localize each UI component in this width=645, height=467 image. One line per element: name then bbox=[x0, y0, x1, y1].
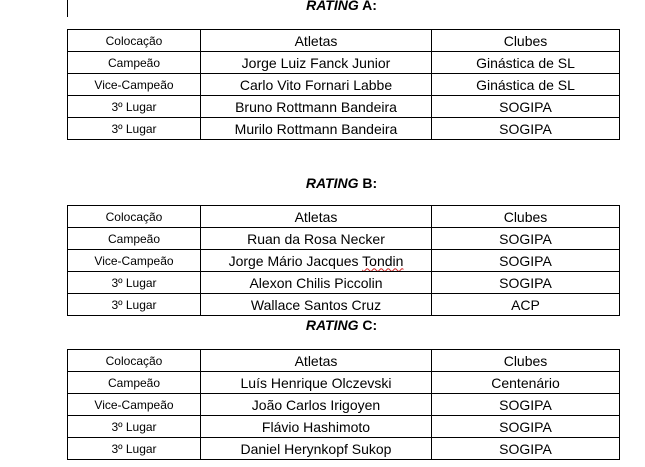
placement-cell: Vice-Campeão bbox=[68, 394, 201, 416]
club-cell: SOGIPA bbox=[432, 438, 620, 460]
table-header-row bbox=[68, 206, 620, 228]
header-placement: Colocação bbox=[68, 30, 201, 52]
club-cell: SOGIPA bbox=[432, 416, 620, 438]
athlete-cell: Bruno Rottmann Bandeira bbox=[201, 96, 432, 118]
table-row bbox=[68, 372, 620, 394]
table-header-row bbox=[68, 30, 620, 52]
table-header-row bbox=[68, 350, 620, 372]
table-row bbox=[68, 250, 620, 272]
section-a-title: RATING A: bbox=[306, 0, 377, 13]
placement-cell: 3º Lugar bbox=[68, 416, 201, 438]
athlete-cell: João Carlos Irigoyen bbox=[201, 394, 432, 416]
header-placement: Colocação bbox=[68, 350, 201, 372]
header-placement: Colocação bbox=[68, 206, 201, 228]
table-row bbox=[68, 438, 620, 460]
table-row bbox=[68, 272, 620, 294]
athlete-cell bbox=[201, 250, 432, 272]
athlete-cell: Jorge Luiz Fanck Junior bbox=[201, 52, 432, 74]
table-row bbox=[68, 294, 620, 316]
results-table-b bbox=[67, 205, 620, 316]
spellcheck-flagged-word: Tondin bbox=[362, 252, 404, 269]
table-row bbox=[68, 96, 620, 118]
placement-cell: Campeão bbox=[68, 52, 201, 74]
athlete-cell: Flávio Hashimoto bbox=[201, 416, 432, 438]
placement-cell: 3º Lugar bbox=[68, 272, 201, 294]
header-athletes: Atletas bbox=[201, 30, 432, 52]
header-athletes: Atletas bbox=[201, 206, 432, 228]
club-cell: Ginástica de SL bbox=[432, 52, 620, 74]
placement-cell: Campeão bbox=[68, 372, 201, 394]
club-cell: ACP bbox=[432, 294, 620, 316]
athlete-cell: Carlo Vito Fornari Labbe bbox=[201, 74, 432, 96]
section-c-title: RATING C: bbox=[305, 317, 378, 333]
table-row bbox=[68, 416, 620, 438]
club-cell: Centenário bbox=[432, 372, 620, 394]
placement-cell: Vice-Campeão bbox=[68, 74, 201, 96]
club-cell: SOGIPA bbox=[432, 96, 620, 118]
header-clubs: Clubes bbox=[432, 206, 620, 228]
table-row bbox=[68, 52, 620, 74]
club-cell: SOGIPA bbox=[432, 394, 620, 416]
athlete-cell: Ruan da Rosa Necker bbox=[201, 228, 432, 250]
athlete-name-part: Jorge Mário Jacques bbox=[228, 252, 363, 269]
placement-cell: 3º Lugar bbox=[68, 438, 201, 460]
athlete-cell: Daniel Herynkopf Sukop bbox=[201, 438, 432, 460]
table-row bbox=[68, 228, 620, 250]
placement-cell: 3º Lugar bbox=[68, 118, 201, 140]
club-cell: SOGIPA bbox=[432, 250, 620, 272]
athlete-cell: Murilo Rottmann Bandeira bbox=[201, 118, 432, 140]
table-row bbox=[68, 394, 620, 416]
placement-cell: Campeão bbox=[68, 228, 201, 250]
athlete-cell: Wallace Santos Cruz bbox=[201, 294, 432, 316]
placement-cell: 3º Lugar bbox=[68, 96, 201, 118]
header-athletes: Atletas bbox=[201, 350, 432, 372]
header-clubs: Clubes bbox=[432, 350, 620, 372]
results-table-c bbox=[67, 349, 620, 460]
club-cell: SOGIPA bbox=[432, 228, 620, 250]
section-b-title: RATING B: bbox=[305, 175, 378, 191]
header-clubs: Clubes bbox=[432, 30, 620, 52]
placement-cell: 3º Lugar bbox=[68, 294, 201, 316]
table-row bbox=[68, 118, 620, 140]
athlete-cell: Luís Henrique Olczevski bbox=[201, 372, 432, 394]
club-cell: SOGIPA bbox=[432, 272, 620, 294]
placement-cell: Vice-Campeão bbox=[68, 250, 201, 272]
athlete-cell: Alexon Chilis Piccolin bbox=[201, 272, 432, 294]
club-cell: SOGIPA bbox=[432, 118, 620, 140]
table-row bbox=[68, 74, 620, 96]
club-cell: Ginástica de SL bbox=[432, 74, 620, 96]
results-table-a bbox=[67, 29, 620, 140]
